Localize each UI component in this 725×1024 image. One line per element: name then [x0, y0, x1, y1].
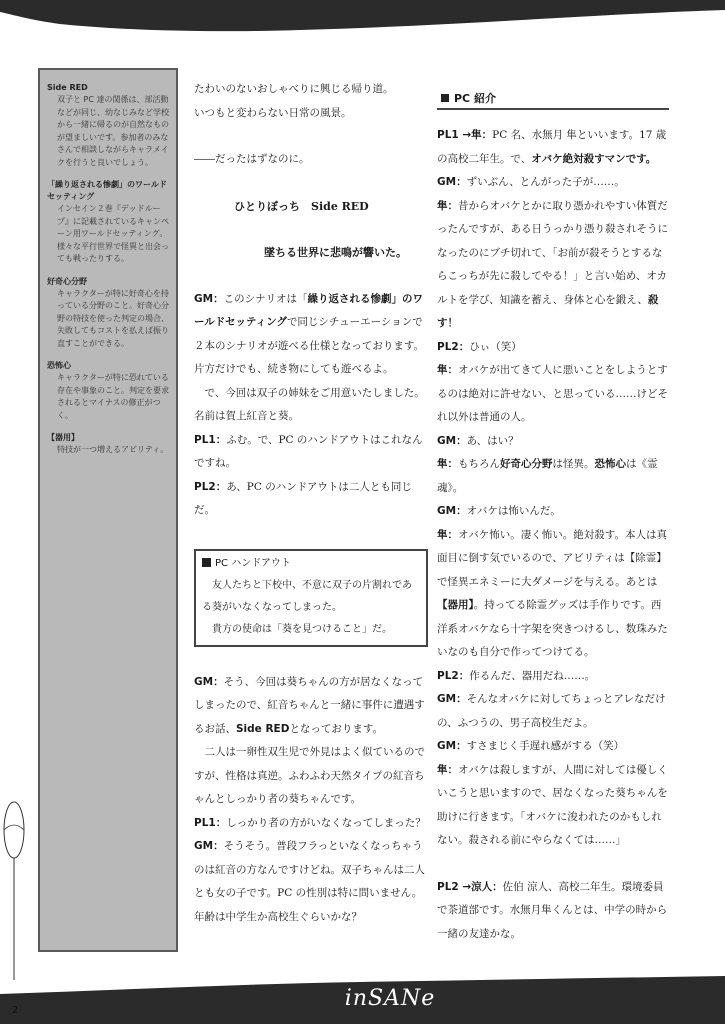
top-brush-band: [0, 0, 725, 42]
glossary-term: 恐怖心: [47, 361, 71, 370]
dialogue-text: オバケは怖いんだ。: [466, 505, 561, 517]
speaker-label: PL2 →涼人：: [437, 880, 503, 893]
dialogue-bold-text: 【器用】: [437, 599, 474, 611]
glossary-description: キャラクターが特に好奇心を持っている分野のこと。好奇心分野の特技を使った判定の場合、失敗してもコストを払えば振り直すことができる。: [57, 288, 169, 348]
dialogue-bold-text: 殺す！: [437, 293, 659, 329]
square-bullet-icon: [202, 558, 211, 567]
speaker-label: GM：: [437, 434, 467, 447]
pc-handout-box: [194, 549, 428, 647]
speaker-label: GM：: [437, 693, 467, 705]
speaker-label: 隼：: [437, 528, 458, 541]
dialogue-bold-text: Side RED: [236, 722, 290, 735]
dialogue-continuation: で、今回は双子の姉妹をご用意いたしました。名前は賀上紅音と葵。: [194, 386, 425, 422]
dialogue-gm: [194, 288, 428, 382]
dialogue-text: 。持ってる除霊グッズは手作りです。西洋系オバケなら十字架を突きつけるし、数珠みたいなのも自分で作ってつけてる。: [437, 599, 668, 658]
dialogue-text: すさまじく手遅れ感がする（笑）: [466, 740, 625, 752]
section-heading-text: PC 紹介: [454, 92, 496, 105]
dialogue-pl1: [194, 429, 428, 476]
dialogue-text: そう、今回は葵ちゃんの方が居なくなってしまったので、紅音ちゃんと一緒に事件に遭遇するお話、: [194, 675, 425, 735]
intro-line: たわいのないおしゃべりに興じる帰り道。: [194, 83, 394, 95]
speaker-label: PL1：: [194, 816, 227, 829]
dialogue-text: あ、はい？: [466, 434, 519, 447]
spacer: [194, 218, 428, 241]
dialogue-gm: [194, 835, 428, 929]
speaker-label: GM：: [437, 740, 467, 752]
page-number: 2: [12, 1005, 19, 1016]
scenario-subtitle: 墜ちる世界に悲鳴が響いた。: [264, 246, 407, 259]
handout-title: [202, 553, 420, 575]
dialogue-bold-text: 恐怖心: [594, 458, 626, 470]
dialogue-text: 昔からオバケとかに取り憑かれやすい体質だったんですが、ある日うっかり憑り殺されそうになったのにブチ切れて、「お前が殺そうとするならこっちが先に殺してやる！」と言い始め、オカルトを学び、知識を蓄え、身体と心を鍛え、: [437, 199, 668, 306]
spacer: [194, 265, 428, 288]
dialogue-pl1: [194, 812, 428, 836]
right-column: [437, 90, 669, 946]
speaker-label: PL2：: [437, 669, 470, 682]
dialogue-text: しっかり者の方がいなくなってしまった？: [226, 816, 426, 829]
dialogue-continuation: 二人は一卵性双生児で外見はよく似ているのですが、性格は真逆。ふわふわ天然タイプの紅音ちゃんとしっかり者の葵ちゃんです。: [194, 746, 425, 805]
dialogue-gm: [437, 500, 669, 524]
dialogue-hayato: [437, 453, 669, 500]
dialogue-text: ずいぶん、とんがった子が……。: [466, 176, 625, 188]
handout-title-text: PC ハンドアウト: [215, 557, 291, 569]
glossary-description: キャラクターが特に恐れている存在や事象のこと。判定を要求されるとマイナスの修正がつく。: [57, 373, 169, 420]
scenario-title: ひとりぼっち Side RED: [234, 199, 369, 213]
glossary-entry: [47, 179, 169, 266]
glossary-description: 双子と PC 達の関係は、部活動などが同じ、幼なじみなど学校から一緒に帰るのが自然なものが望ましいです。参加者のみなさんで相談しながらキャラメイクを行うと良いでしょう。: [57, 95, 169, 167]
dialogue-text: 佐伯 涼人、高校二年生。環境委員で茶道部です。水無月隼くんとは、中学の時から一緒の友達かな。: [437, 880, 668, 940]
dialogue-gm: [437, 171, 669, 195]
glossary-term: 好奇心分野: [47, 276, 87, 286]
dialogue-bold-text: 好奇心分野: [500, 458, 553, 470]
dialogue-text: オバケ怖い。凄く怖い。絶対殺す。本人は真面目に倒す気でいるので、アビリティは【除霊】で怪異エネミーに大ダメージを与える。あとは: [437, 528, 667, 588]
glossary-description: 特技が一つ増えるアビリティ。: [57, 445, 169, 454]
insane-logo: inSANe: [344, 986, 436, 1011]
dialogue-text: オバケは殺しますが、人間に対しては優しくいこうと思いますので、居なくなった葵ちゃんを助けに行きます。「オバケに浚われたのかもしれない。殺される前にやらなくては……」: [437, 763, 668, 846]
speaker-label: PL1 →隼：: [437, 129, 493, 141]
dialogue-text: は《霊魂》。: [437, 458, 658, 494]
middle-column: [194, 78, 428, 929]
dialogue-hayato: [437, 359, 669, 430]
speaker-label: 隼：: [437, 199, 458, 212]
glossary-entry: [47, 432, 169, 457]
spacer: [437, 853, 669, 876]
dialogue-bold-text: 繰り返される惨劇」のワールドセッティング: [194, 292, 423, 328]
dialogue-text: このシナリオは「: [223, 292, 308, 305]
dialogue-gm: [437, 430, 669, 454]
glossary-entry: [47, 360, 169, 422]
glossary-description: インセイン２巻『デッドループ』に記載されているキャンペーン用ワールドセッティング。様々な平行世界で怪異と出会っても戦ったりする。: [57, 204, 169, 263]
dialogue-text: オバケが出てきて人に悪いことをしようとするのは絶対に許せない、と思っている……けどそれ以外は普通の人。: [437, 364, 668, 423]
speaker-label: 隼：: [437, 763, 458, 776]
dialogue-text: あ、PC のハンドアウトは二人とも同じだ。: [194, 480, 412, 516]
dialogue-text: ふむ。で、PC のハンドアウトはこれなんですね。: [194, 433, 423, 469]
dialogue-text: もちろん: [458, 458, 500, 470]
dialogue-pl2: [437, 876, 669, 947]
handout-text: 貴方の使命は「葵を見つけること」だ。: [212, 623, 392, 635]
dialogue-text: で同じシチューエーションで２本のシナリオが遊べる仕様となっております。片方だけでも、続き物にしても遊べるよ。: [194, 316, 425, 375]
glossary-sidebar: [38, 68, 178, 952]
speaker-label: GM：: [194, 675, 224, 688]
dialogue-text: そうそう。普段フラっといなくなっちゃうのは紅音の方なんですけどね。双子ちゃんは二人とも女の子です。PC の性別は特に問いません。年齢は中学生か高校生ぐらいかな？: [194, 840, 425, 923]
speaker-label: PL1：: [194, 433, 227, 446]
intro-line: いつもと変わらない日常の風景。: [194, 106, 352, 119]
dialogue-pl2: [437, 665, 669, 689]
dialogue-text: ひぃ（笑）: [469, 340, 522, 353]
glossary-term: 「繰り返される惨劇」のワールドセッティング: [47, 180, 167, 201]
dialogue-hayato: [437, 759, 669, 853]
dialogue-bold-text: オバケ絶対殺すマンです。: [531, 152, 657, 165]
ghost-doodle-decoration: [0, 790, 36, 990]
handout-text: 友人たちと下校中、不意に双子の片割れである葵がいなくなってしまった。: [202, 579, 412, 613]
speaker-label: GM：: [194, 840, 224, 852]
intro-line: ――だったはずなのに。: [194, 153, 310, 165]
speaker-label: GM：: [437, 505, 467, 517]
dialogue-pl2: [437, 336, 669, 360]
glossary-term: Side RED: [47, 83, 88, 92]
dialogue-text: PC 名、水無月 隼といいます。17 歳の高校二年生。で、: [437, 129, 667, 165]
dialogue-gm: [194, 671, 428, 742]
speaker-label: GM：: [194, 292, 224, 305]
glossary-entry: [47, 276, 169, 351]
speaker-label: 隼：: [437, 364, 458, 376]
speaker-label: 隼：: [437, 458, 458, 470]
dialogue-text: は怪異。: [552, 458, 595, 470]
dialogue-gm: [437, 735, 669, 759]
dialogue-pl1: [437, 124, 669, 171]
dialogue-text: そんなオバケに対してちょっとアレなだけの、ふつうの、男子高校生だよ。: [437, 693, 666, 729]
dialogue-gm: [437, 688, 669, 735]
glossary-entry: [47, 82, 169, 169]
speaker-label: PL2：: [194, 480, 227, 493]
spacer: [194, 125, 428, 148]
dialogue-text: 作るんだ、器用だね……。: [469, 669, 596, 682]
glossary-term: 【器用】: [47, 433, 79, 442]
section-heading: [437, 90, 669, 110]
dialogue-pl2: [194, 476, 428, 523]
spacer: [194, 172, 428, 195]
square-bullet-icon: [441, 94, 449, 102]
dialogue-hayato: [437, 195, 669, 336]
dialogue-text: となっております。: [289, 722, 384, 735]
speaker-label: PL2：: [437, 340, 470, 353]
speaker-label: GM：: [437, 176, 467, 188]
dialogue-hayato: [437, 524, 669, 665]
